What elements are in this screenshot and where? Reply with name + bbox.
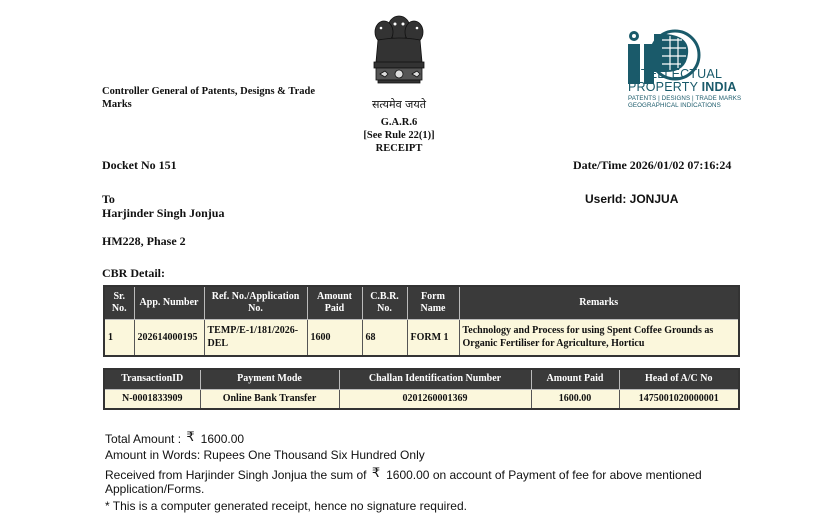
col-form-name: Form Name bbox=[407, 286, 459, 319]
ip-logo-line1: INTELLECTUAL bbox=[628, 67, 723, 81]
cell-head-of-account: 1475001020000001 bbox=[619, 389, 739, 409]
docket-number: Docket No 151 bbox=[102, 158, 177, 172]
user-id: UserId: JONJUA bbox=[585, 192, 679, 206]
rupee-icon: ₹ bbox=[371, 465, 381, 480]
rule-reference: [See Rule 22(1)] bbox=[363, 130, 435, 141]
rupee-icon: ₹ bbox=[186, 429, 195, 444]
ip-logo-property: PROPERTY bbox=[628, 80, 702, 94]
total-amount-label: Total Amount : bbox=[105, 432, 182, 446]
received-statement bbox=[105, 465, 745, 496]
to-label: To bbox=[102, 192, 115, 206]
cell-remarks: Technology and Process for using Spent Coffee Grounds as Organic Fertiliser for Agriculture, Horticu bbox=[459, 319, 739, 356]
form-code: G.A.R.6 bbox=[380, 117, 418, 128]
txn-header-row bbox=[104, 369, 739, 389]
cell-ref-no: TEMP/E-1/181/2026-DEL bbox=[204, 319, 307, 356]
form-header bbox=[352, 116, 446, 155]
col-remarks: Remarks bbox=[459, 286, 739, 319]
cbr-detail-title: CBR Detail: bbox=[102, 266, 165, 280]
col-head-of-account: Head of A/C No bbox=[619, 369, 739, 389]
received-amount: 1600.00 bbox=[386, 468, 430, 482]
national-emblem-icon bbox=[364, 10, 434, 96]
amount-in-words: Amount in Words: Rupees One Thousand Six Hundred Only bbox=[105, 448, 425, 462]
cell-app-number: 202614000195 bbox=[134, 319, 204, 356]
cell-cbr-no: 68 bbox=[362, 319, 407, 356]
col-sr-no: Sr. No. bbox=[104, 286, 134, 319]
recipient-address: HM228, Phase 2 bbox=[102, 234, 186, 248]
emblem-motto: सत्यमेव जयते bbox=[371, 98, 426, 111]
received-prefix: Received from Harjinder Singh Jonjua the sum of bbox=[105, 468, 367, 482]
cell-sr-no: 1 bbox=[104, 319, 134, 356]
transaction-table bbox=[103, 368, 740, 410]
cell-transaction-id: N-0001833909 bbox=[104, 389, 200, 409]
col-txn-amount-paid: Amount Paid bbox=[531, 369, 619, 389]
computer-generated-note: * This is a computer generated receipt, hence no signature required. bbox=[105, 499, 467, 513]
cell-txn-amount-paid: 1600.00 bbox=[531, 389, 619, 409]
cbr-header-row bbox=[104, 286, 739, 319]
total-amount-value: 1600.00 bbox=[200, 432, 245, 446]
receipt-datetime: Date/Time 2026/01/02 07:16:24 bbox=[573, 158, 732, 172]
org-name: Controller General of Patents, Designs & Trade Marks bbox=[102, 86, 315, 110]
ip-logo-line4: GEOGRAPHICAL INDICATIONS bbox=[628, 102, 721, 109]
total-amount bbox=[105, 431, 244, 447]
col-app-number: App. Number bbox=[134, 286, 204, 319]
cell-payment-mode: Online Bank Transfer bbox=[200, 389, 339, 409]
col-amount-paid: Amount Paid bbox=[307, 286, 362, 319]
ip-logo-india: INDIA bbox=[701, 80, 737, 94]
col-challan-number: Challan Identification Number bbox=[339, 369, 531, 389]
received-suffix: on account of Payment of fee for above mentioned Application/Forms. bbox=[105, 468, 702, 496]
col-cbr-no: C.B.R. No. bbox=[362, 286, 407, 319]
document-title: RECEIPT bbox=[375, 143, 423, 154]
cell-form-name: FORM 1 bbox=[407, 319, 459, 356]
cell-challan-number: 0201260001369 bbox=[339, 389, 531, 409]
table-row bbox=[104, 389, 739, 409]
table-row bbox=[104, 319, 739, 356]
cbr-table bbox=[103, 285, 740, 357]
recipient-name: Harjinder Singh Jonjua bbox=[102, 206, 225, 220]
ip-logo-line2 bbox=[628, 80, 737, 94]
col-transaction-id: TransactionID bbox=[104, 369, 200, 389]
col-ref-no: Ref. No./Application No. bbox=[204, 286, 307, 319]
col-payment-mode: Payment Mode bbox=[200, 369, 339, 389]
cell-amount-paid: 1600 bbox=[307, 319, 362, 356]
ip-logo-line3: PATENTS | DESIGNS | TRADE MARKS bbox=[628, 95, 742, 102]
